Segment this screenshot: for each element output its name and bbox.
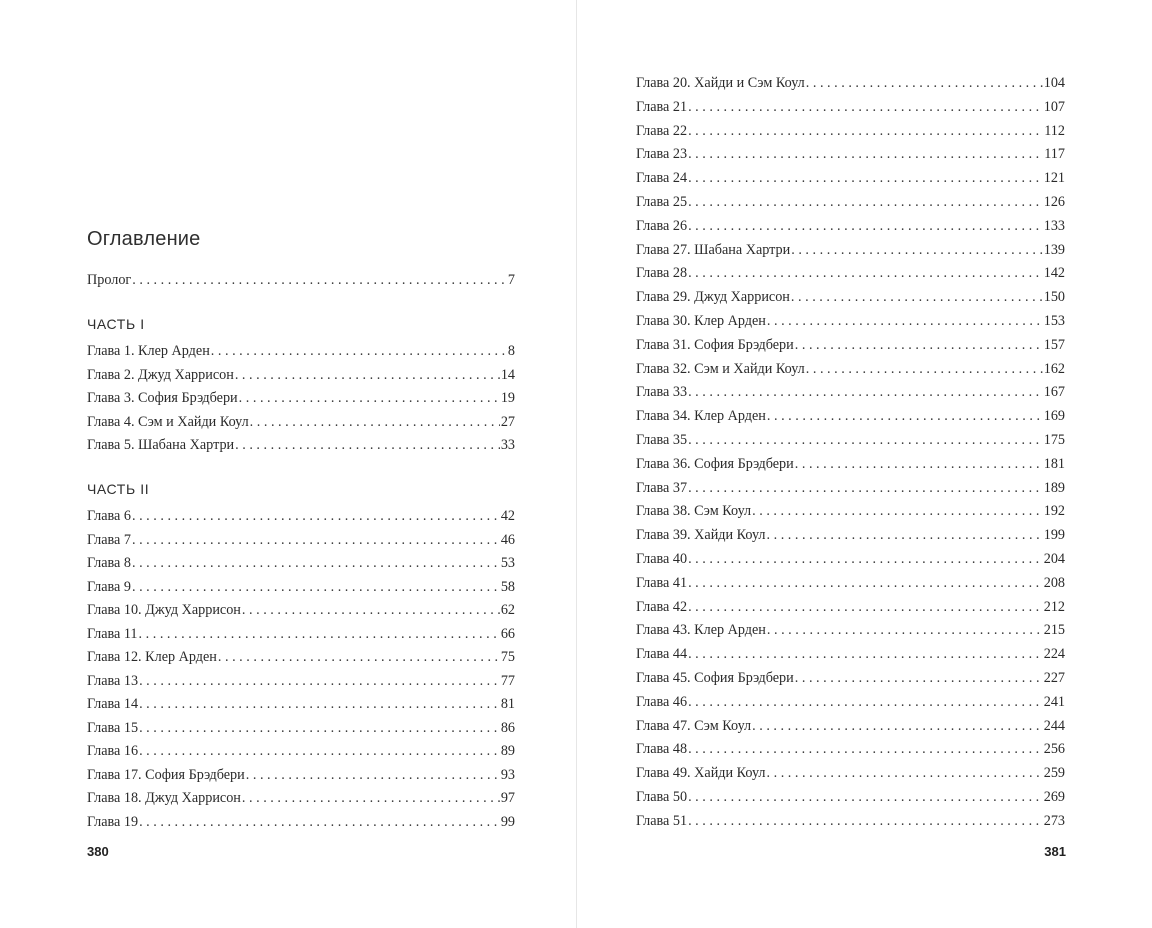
- dot-leader: [132, 269, 507, 293]
- toc-entry: [636, 762, 1065, 786]
- toc-entry-page: 169: [1043, 408, 1065, 425]
- dot-leader: [791, 286, 1043, 310]
- toc-entry-page: 77: [500, 672, 515, 689]
- toc-entry: [636, 643, 1065, 667]
- toc-entry-page: 27: [500, 413, 515, 430]
- toc-entry-page: 33: [500, 437, 515, 453]
- dot-leader: [139, 717, 500, 741]
- toc-entry-title: Глава 1. Клер Арден: [87, 343, 210, 359]
- toc-entry: [636, 120, 1065, 144]
- dot-leader: [767, 310, 1043, 334]
- toc-entry-page: 224: [1043, 646, 1065, 663]
- toc-entry: [636, 239, 1065, 263]
- toc-entry-title: Глава 4. Сэм и Хайди Коул: [87, 413, 249, 430]
- toc-entry-title: Глава 8: [87, 555, 131, 571]
- toc-entry: [87, 529, 515, 553]
- toc-entry-page: 104: [1043, 75, 1065, 91]
- toc-entry-title: Глава 16: [87, 743, 139, 759]
- toc-entry-title: Глава 44: [636, 646, 688, 663]
- dot-leader: [806, 358, 1043, 382]
- toc-entry: [87, 670, 515, 694]
- toc-entry-page: 215: [1043, 622, 1065, 639]
- toc-entry: [636, 334, 1065, 358]
- toc-entry-title: Глава 35: [636, 431, 688, 448]
- toc-entry: [87, 811, 515, 835]
- dot-leader: [688, 167, 1043, 191]
- dot-leader: [139, 740, 500, 764]
- toc-entry-page: 175: [1043, 431, 1065, 448]
- toc-entry: [636, 715, 1065, 739]
- toc-entry: [636, 143, 1065, 167]
- toc-entry: [636, 667, 1065, 691]
- dot-leader: [235, 434, 500, 458]
- toc-entry-title: Глава 19: [87, 813, 139, 830]
- toc-entry-title: Глава 49. Хайди Коул: [636, 765, 766, 782]
- toc-entry-page: 75: [500, 649, 515, 665]
- toc-entry: [636, 262, 1065, 286]
- toc-entry-title: Глава 11: [87, 625, 138, 642]
- dot-leader: [139, 623, 500, 647]
- dot-leader: [132, 576, 500, 600]
- toc-entry-title: Глава 30. Клер Арден: [636, 312, 766, 329]
- dot-leader: [132, 552, 500, 576]
- toc-entry: [87, 764, 515, 788]
- toc-entry: [87, 740, 515, 764]
- toc-entry: [636, 572, 1065, 596]
- toc-entry-page: 192: [1043, 503, 1065, 520]
- dot-leader: [132, 529, 500, 553]
- toc-entry-page: 112: [1044, 122, 1065, 139]
- dot-leader: [688, 120, 1043, 144]
- toc-entry-page: 46: [500, 531, 515, 548]
- toc-entry: [87, 623, 515, 647]
- toc-entry-page: 121: [1043, 170, 1065, 187]
- toc-entry-page: 181: [1043, 455, 1065, 472]
- toc-entry-page: 117: [1044, 146, 1065, 163]
- toc-entry-page: 81: [500, 696, 515, 712]
- toc-entry-title: Глава 32. Сэм и Хайди Коул: [636, 360, 805, 377]
- toc-entry: [636, 72, 1065, 96]
- toc-entry-page: 150: [1043, 289, 1065, 306]
- toc-entry: [636, 477, 1065, 501]
- toc-entry-title: Глава 17. София Брэдбери: [87, 766, 245, 783]
- toc-entry: [87, 387, 515, 411]
- dot-leader: [767, 619, 1043, 643]
- page-number-left: 380: [87, 844, 109, 859]
- toc-entry-page: 227: [1043, 669, 1065, 686]
- toc-entry: [636, 405, 1065, 429]
- toc-entry: [87, 364, 515, 388]
- toc-entry-page: 269: [1043, 788, 1065, 805]
- dot-leader: [250, 411, 500, 435]
- toc-entry: [636, 548, 1065, 572]
- toc-entry-page: 189: [1043, 479, 1065, 496]
- toc-entry-title: Глава 36. София Брэдбери: [636, 455, 794, 472]
- toc-entry: [87, 787, 515, 811]
- toc-entry-title: Глава 25: [636, 193, 688, 210]
- toc-entry-title: Глава 28: [636, 265, 688, 282]
- toc-entry-title: Глава 51: [636, 812, 688, 829]
- toc-entry-page: 162: [1043, 360, 1065, 377]
- toc-entry-title: Глава 5. Шабана Хартри: [87, 437, 235, 453]
- dot-leader: [795, 667, 1043, 691]
- dot-leader: [767, 405, 1043, 429]
- dot-leader: [139, 693, 500, 717]
- dot-leader: [752, 715, 1043, 739]
- toc-entry-title: Глава 10. Джуд Харрисон: [87, 602, 241, 618]
- dot-leader: [246, 764, 500, 788]
- toc-entry-page: 273: [1043, 812, 1065, 829]
- toc-entry-page: 204: [1043, 550, 1065, 567]
- toc-entry-page: 208: [1043, 574, 1065, 591]
- toc-entry-page: 153: [1043, 312, 1065, 329]
- dot-leader: [688, 810, 1043, 834]
- toc-entry-title: Глава 34. Клер Арден: [636, 408, 766, 425]
- toc-entry-page: 167: [1043, 384, 1065, 401]
- toc-entry-page: 259: [1043, 765, 1065, 782]
- toc-entry: [636, 596, 1065, 620]
- part1-chapter-list: [87, 340, 515, 458]
- dot-leader: [806, 72, 1043, 96]
- toc-entry: [636, 429, 1065, 453]
- dot-leader: [242, 599, 500, 623]
- toc-entry-page: 99: [500, 813, 515, 830]
- toc-entry-page: 256: [1043, 741, 1065, 758]
- dot-leader: [688, 215, 1043, 239]
- dot-leader: [752, 500, 1043, 524]
- toc-entry-title: Глава 23: [636, 146, 688, 163]
- toc-entry: [636, 381, 1065, 405]
- toc-entry-title: Глава 31. София Брэдбери: [636, 336, 794, 353]
- dot-leader: [688, 786, 1043, 810]
- toc-entry: [636, 786, 1065, 810]
- toc-entry-title: Глава 20. Хайди и Сэм Коул: [636, 75, 805, 91]
- toc-title: Оглавление: [87, 228, 201, 250]
- toc-entry-page: 199: [1043, 527, 1065, 544]
- toc-entry: [636, 96, 1065, 120]
- toc-entry: [87, 646, 515, 670]
- toc-entry-title: Глава 2. Джуд Харрисон: [87, 366, 234, 383]
- toc-entry-title: Глава 6: [87, 508, 131, 524]
- dot-leader: [688, 191, 1043, 215]
- toc-entry-title: Глава 37: [636, 479, 688, 496]
- prologue-list: [87, 269, 515, 293]
- toc-entry-page: 107: [1043, 98, 1065, 115]
- toc-entry-title: Глава 26: [636, 217, 688, 234]
- toc-entry-title: Глава 3. София Брэдбери: [87, 390, 238, 406]
- toc-entry-page: 97: [500, 790, 515, 806]
- toc-entry: [87, 552, 515, 576]
- toc-entry-page: 19: [500, 390, 515, 406]
- dot-leader: [211, 340, 507, 364]
- toc-entry-page: 244: [1043, 717, 1065, 734]
- dot-leader: [767, 762, 1043, 786]
- toc-entry-page: 157: [1043, 336, 1065, 353]
- toc-entry-page: 212: [1043, 598, 1065, 615]
- toc-entry: [636, 215, 1065, 239]
- toc-entry: [636, 453, 1065, 477]
- toc-entry: [636, 691, 1065, 715]
- toc-entry-title: Глава 18. Джуд Харрисон: [87, 790, 241, 806]
- dot-leader: [235, 364, 500, 388]
- dot-leader: [688, 572, 1043, 596]
- toc-entry-title: Глава 27. Шабана Хартри: [636, 241, 791, 258]
- toc-entry-title: Глава 22: [636, 122, 688, 139]
- toc-entry: [87, 340, 515, 364]
- toc-entry: [87, 411, 515, 435]
- toc-entry-page: 126: [1043, 193, 1065, 210]
- dot-leader: [688, 96, 1043, 120]
- toc-entry-title: Глава 41: [636, 574, 688, 591]
- toc-entry-title: Глава 48: [636, 741, 688, 758]
- toc-entry-title: Глава 33: [636, 384, 688, 401]
- toc-entry-page: 241: [1043, 693, 1065, 710]
- dot-leader: [795, 334, 1043, 358]
- toc-entry: [636, 619, 1065, 643]
- dot-leader: [132, 505, 500, 529]
- toc-entry: [636, 810, 1065, 834]
- toc-entry: [87, 269, 515, 293]
- part2-chapter-list: [87, 505, 515, 834]
- toc-entry-page: 133: [1043, 217, 1065, 234]
- toc-entry-title: Глава 38. Сэм Коул: [636, 503, 752, 520]
- toc-entry-page: 89: [500, 743, 515, 759]
- toc-entry-title: Глава 14: [87, 696, 139, 712]
- part-heading-2: ЧАСТЬ II: [87, 481, 150, 497]
- toc-entry-page: 139: [1043, 241, 1065, 258]
- toc-entry-page: 53: [500, 555, 515, 571]
- toc-entry-title: Глава 29. Джуд Харрисон: [636, 289, 790, 306]
- toc-entry-page: 58: [500, 578, 515, 595]
- toc-entry-page: 93: [500, 766, 515, 783]
- dot-leader: [688, 691, 1043, 715]
- toc-entry: [87, 717, 515, 741]
- toc-entry-page: 14: [500, 366, 515, 383]
- dot-leader: [688, 381, 1043, 405]
- toc-entry-title: Глава 42: [636, 598, 688, 615]
- toc-entry-title: Глава 47. Сэм Коул: [636, 717, 752, 734]
- dot-leader: [218, 646, 500, 670]
- toc-entry: [87, 693, 515, 717]
- page-number-right: 381: [1044, 844, 1066, 859]
- right-page: [577, 0, 1152, 928]
- toc-entry-page: 86: [500, 719, 515, 736]
- dot-leader: [791, 239, 1043, 263]
- toc-entry-title: Глава 15: [87, 719, 139, 736]
- dot-leader: [688, 477, 1043, 501]
- dot-leader: [688, 596, 1043, 620]
- toc-entry-page: 42: [500, 508, 515, 524]
- dot-leader: [688, 643, 1043, 667]
- toc-entry: [87, 505, 515, 529]
- dot-leader: [139, 670, 500, 694]
- dot-leader: [795, 453, 1043, 477]
- toc-entry-title: Глава 12. Клер Арден: [87, 649, 217, 665]
- dot-leader: [688, 738, 1043, 762]
- toc-entry: [636, 358, 1065, 382]
- toc-entry-page: 142: [1043, 265, 1065, 282]
- toc-entry-title: Глава 50: [636, 788, 688, 805]
- toc-entry: [636, 191, 1065, 215]
- toc-entry-page: 8: [507, 343, 515, 359]
- dot-leader: [767, 524, 1043, 548]
- toc-entry-title: Глава 7: [87, 531, 131, 548]
- toc-entry-page: 62: [500, 602, 515, 618]
- chapter-list-continued: [636, 72, 1065, 834]
- toc-entry-title: Глава 39. Хайди Коул: [636, 527, 766, 544]
- toc-entry-title: Глава 46: [636, 693, 688, 710]
- toc-entry-page: 7: [507, 272, 515, 288]
- toc-entry-title: Глава 9: [87, 578, 131, 595]
- dot-leader: [688, 548, 1043, 572]
- toc-entry-title: Пролог: [87, 272, 132, 288]
- toc-entry: [87, 599, 515, 623]
- toc-entry: [636, 738, 1065, 762]
- toc-entry: [87, 434, 515, 458]
- dot-leader: [239, 387, 500, 411]
- toc-entry: [636, 524, 1065, 548]
- toc-entry: [636, 310, 1065, 334]
- toc-entry-title: Глава 45. София Брэдбери: [636, 669, 794, 686]
- part-heading-1: ЧАСТЬ I: [87, 316, 145, 332]
- toc-entry-page: 66: [500, 625, 515, 642]
- dot-leader: [139, 811, 500, 835]
- toc-entry: [87, 576, 515, 600]
- dot-leader: [242, 787, 500, 811]
- toc-entry-title: Глава 21: [636, 98, 688, 115]
- toc-entry-title: Глава 13: [87, 672, 139, 689]
- toc-entry-title: Глава 43. Клер Арден: [636, 622, 766, 639]
- toc-entry: [636, 167, 1065, 191]
- dot-leader: [688, 429, 1043, 453]
- dot-leader: [688, 143, 1043, 167]
- toc-entry: [636, 286, 1065, 310]
- toc-entry-title: Глава 40: [636, 550, 688, 567]
- dot-leader: [688, 262, 1043, 286]
- toc-entry-title: Глава 24: [636, 170, 688, 187]
- toc-entry: [636, 500, 1065, 524]
